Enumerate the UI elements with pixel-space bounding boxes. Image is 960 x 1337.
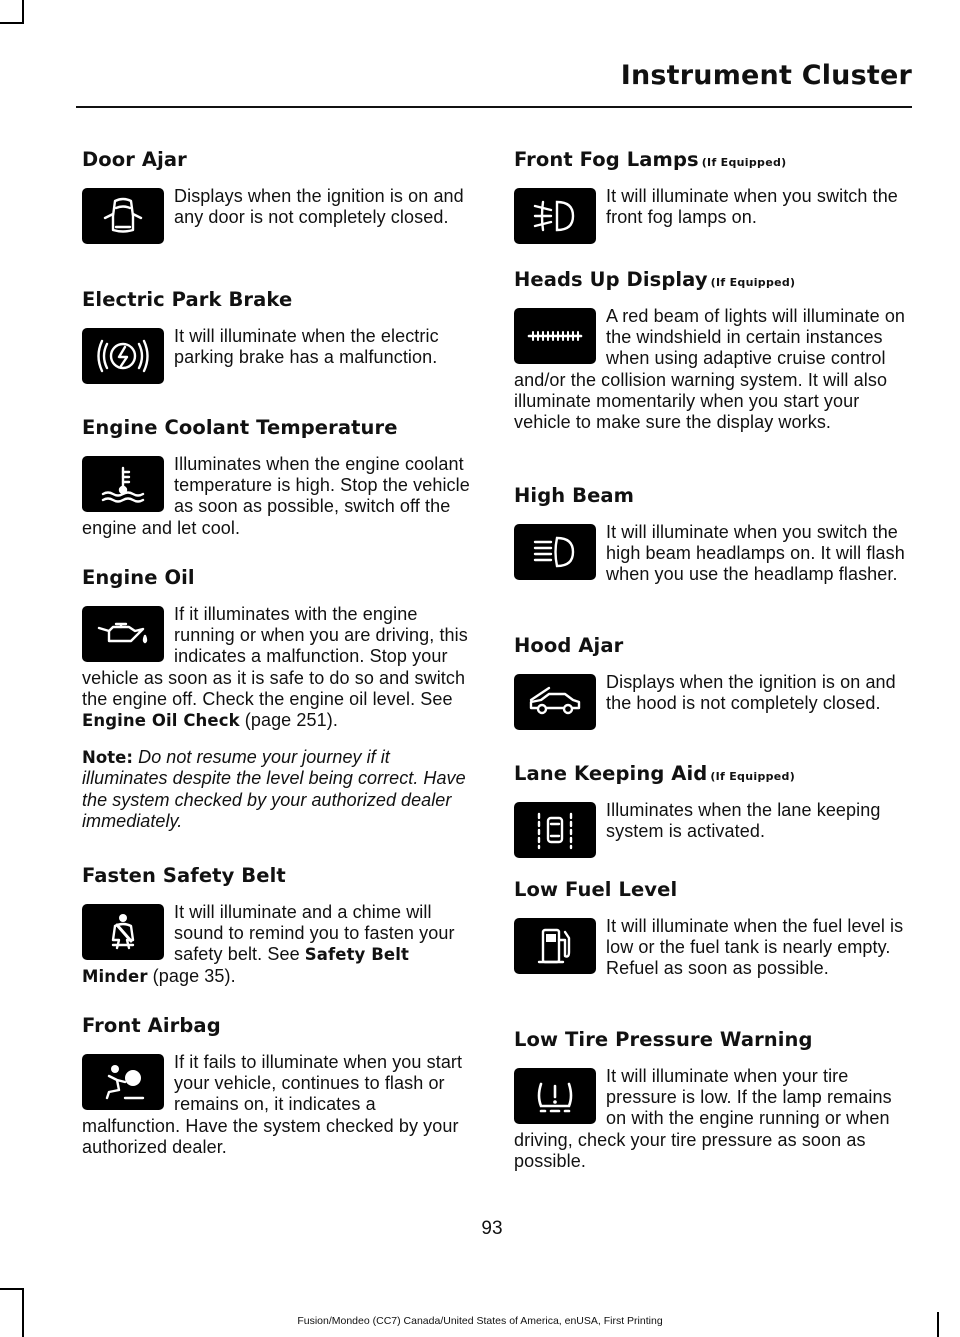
entry-title: Engine Coolant Temperature: [82, 416, 398, 439]
front-fog-lamp-icon: [514, 188, 596, 244]
entry-title: Front Airbag: [82, 1014, 221, 1037]
entry-lane-keeping-aid: [514, 760, 906, 876]
seat-belt-icon: [82, 904, 164, 960]
entry-hood-ajar: [514, 632, 906, 760]
airbag-icon: [82, 1054, 164, 1110]
entry-title: Engine Oil: [82, 566, 195, 589]
entry-description: Illuminates when the lane keeping system is activated.: [606, 800, 881, 842]
entry-description: If it fails to illuminate when you start your vehicle, continues to flash or remains on, it indicates a malfunction. Have the system checked by your authorized dealer.: [82, 1052, 463, 1157]
door-ajar-icon: [82, 188, 164, 244]
entry-title: Electric Park Brake: [82, 288, 293, 311]
page-title: Instrument Cluster: [620, 60, 912, 91]
footer-text: Fusion/Mondeo (CC7) Canada/United States of America, enUSA, First Printing: [297, 1315, 663, 1327]
entry-description: It will illuminate when your tire pressure is low. If the lamp remains on with the engine running or when driving, check your tire pressure as soon as possible.: [514, 1066, 892, 1171]
entry-title: Low Fuel Level: [514, 878, 678, 901]
entry-front-fog-lamps: [514, 146, 906, 266]
entry-high-beam: [514, 482, 906, 632]
entry-title: Low Tire Pressure Warning: [514, 1028, 813, 1051]
entry-description: It will illuminate when you switch the front fog lamps on.: [606, 186, 898, 228]
page-number: 93: [481, 1218, 503, 1239]
entry-title: Door Ajar: [82, 148, 187, 171]
hood-ajar-icon: [514, 674, 596, 730]
if-equipped-label: (If Equipped): [710, 770, 796, 783]
header-divider: [76, 106, 912, 108]
entry-note: [82, 747, 474, 832]
entry-title: Fasten Safety Belt: [82, 864, 286, 887]
entry-title: Lane Keeping Aid (If Equipped): [514, 762, 796, 785]
high-beam-icon: [514, 524, 596, 580]
entry-heads-up-display: [514, 266, 906, 482]
entry-title: High Beam: [514, 484, 635, 507]
engine-oil-icon: [82, 606, 164, 662]
entry-low-tire-pressure-warning: [514, 1026, 906, 1176]
right-column: [514, 146, 906, 1176]
entry-description: Displays when the ignition is on and the hood is not completely closed.: [606, 672, 896, 714]
entry-fasten-safety-belt: [82, 862, 474, 1012]
lane-keeping-icon: [514, 802, 596, 858]
tire-pressure-icon: [514, 1068, 596, 1124]
entry-description: If it illuminates with the engine running or when you are driving, this indicates a malfunction. Stop your vehicle as soon as it is safe to do so and switch the engine off. Check the engine oil level. See Engine Oil Check (page 251).: [82, 604, 468, 731]
entry-description: It will illuminate when the fuel level is low or the fuel tank is nearly empty. Refuel as soon as possible.: [606, 916, 904, 979]
entry-description: It will illuminate when you switch the high beam headlamps on. It will flash when you use the headlamp flasher.: [606, 522, 905, 585]
entry-electric-park-brake: [82, 286, 474, 414]
if-equipped-label: (If Equipped): [701, 156, 787, 169]
entry-description: A red beam of lights will illuminate on the windshield in certain instances when using adaptive cruise control and/or the collision warning system. It will also illuminate momentarily when you start your vehicle to make sure the display works.: [514, 306, 906, 433]
cross-reference: Safety Belt Minder: [82, 945, 409, 986]
entry-door-ajar: [82, 146, 474, 286]
entry-title: Hood Ajar: [514, 634, 624, 657]
crop-mark: [0, 1288, 24, 1290]
crop-mark: [0, 22, 24, 24]
if-equipped-label: (If Equipped): [710, 276, 796, 289]
coolant-temperature-icon: [82, 456, 164, 512]
note-label: Note:: [82, 748, 134, 768]
heads-up-display-icon: [514, 308, 596, 364]
entry-title: Heads Up Display (If Equipped): [514, 268, 796, 291]
note-text: Do not resume your journey if it illuminates despite the level being correct. Have the system checked by your authorized dealer immediately.: [82, 747, 466, 831]
entry-front-airbag: [82, 1012, 474, 1162]
entry-description: It will illuminate and a chime will sound to remind you to fasten your safety belt. See Safety Belt Minder (page 35).: [82, 902, 455, 986]
entry-engine-oil: [82, 564, 474, 862]
entry-description: Illuminates when the engine coolant temperature is high. Stop the vehicle as soon as possible, switch off the engine and let cool.: [82, 454, 470, 538]
entry-description: It will illuminate when the electric parking brake has a malfunction.: [174, 326, 439, 368]
left-column: [82, 146, 474, 1162]
entry-description: Displays when the ignition is on and any door is not completely closed.: [174, 186, 464, 228]
cross-reference: Engine Oil Check: [82, 711, 240, 731]
electric-park-brake-icon: [82, 328, 164, 384]
crop-mark: [22, 0, 24, 24]
crop-mark: [22, 1290, 24, 1337]
entry-low-fuel-level: [514, 876, 906, 1026]
low-fuel-icon: [514, 918, 596, 974]
entry-engine-coolant-temperature: [82, 414, 474, 564]
entry-title: Front Fog Lamps (If Equipped): [514, 148, 787, 171]
